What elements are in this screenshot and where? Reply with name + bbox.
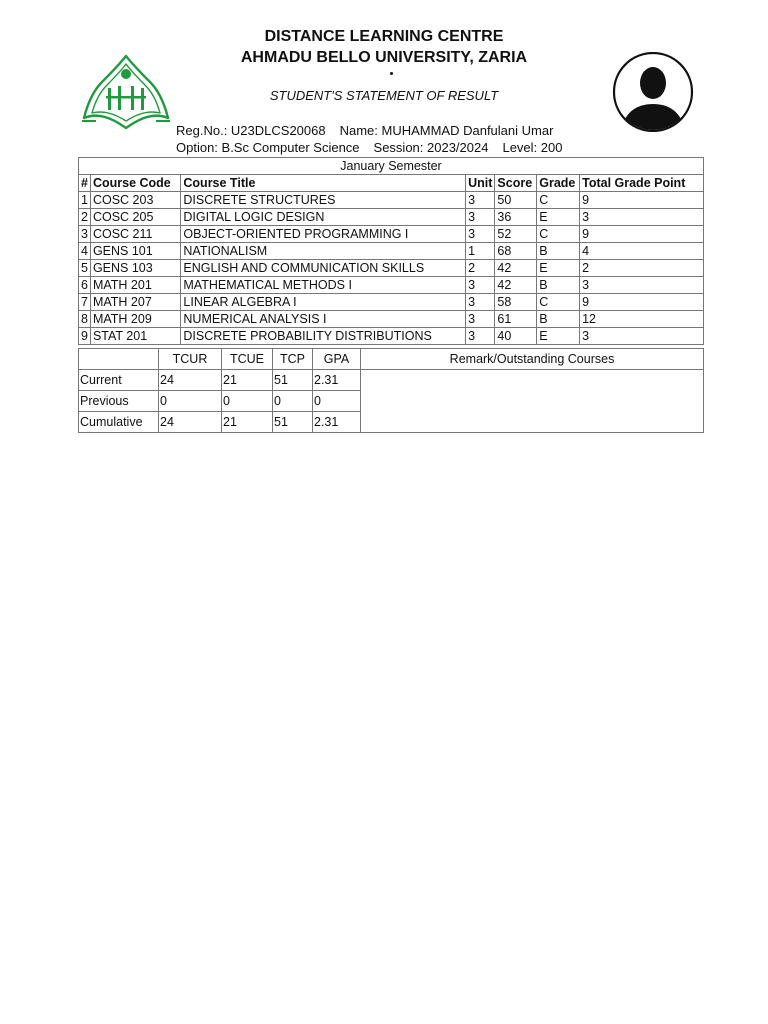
cell-course-code: GENS 101 [90,243,180,260]
student-name: Name: MUHAMMAD Danfulani Umar [339,123,554,138]
cell-course-code: COSC 203 [90,192,180,209]
student-info-line-2 [176,140,576,155]
student-info-line-1 [176,123,567,138]
cell-total-grade-point: 2 [580,260,704,277]
summary-tcur: 0 [159,391,222,412]
cell-grade: C [537,192,580,209]
table-row [79,260,704,277]
cell-number: 9 [79,328,91,345]
table-row [79,226,704,243]
cell-course-title: DISCRETE STRUCTURES [181,192,466,209]
summary-tcp: 0 [273,391,313,412]
summary-row [79,370,704,391]
cell-score: 42 [495,277,537,294]
cell-number: 5 [79,260,91,277]
cell-unit: 3 [466,311,495,328]
cell-score: 40 [495,328,537,345]
summary-tcp: 51 [273,412,313,433]
cell-grade: B [537,311,580,328]
results-header-row [79,175,704,192]
centre-title: DISTANCE LEARNING CENTRE [264,28,504,45]
table-row [79,277,704,294]
results-body [79,192,704,345]
table-row [79,192,704,209]
cell-grade: C [537,294,580,311]
university-title: AHMADU BELLO UNIVERSITY, ZARIA [240,49,528,66]
remarks-heading: Remark/Outstanding Courses [361,349,704,370]
col-header-grade: Grade [537,175,580,192]
semester-heading: January Semester [79,158,704,175]
table-row [79,209,704,226]
summary-label: Cumulative [79,412,159,433]
cell-unit: 1 [466,243,495,260]
summary-table [78,348,704,433]
col-header-course-code: Course Code [90,175,180,192]
cell-course-title: NUMERICAL ANALYSIS I [181,311,466,328]
cell-course-code: MATH 207 [90,294,180,311]
cell-course-title: MATHEMATICAL METHODS I [181,277,466,294]
cell-score: 58 [495,294,537,311]
cell-score: 61 [495,311,537,328]
cell-total-grade-point: 3 [580,328,704,345]
table-row [79,243,704,260]
cell-unit: 3 [466,328,495,345]
summary-gpa: 2.31 [313,412,361,433]
results-table [78,157,704,345]
cell-total-grade-point: 3 [580,209,704,226]
cell-number: 2 [79,209,91,226]
cell-number: 1 [79,192,91,209]
cell-number: 7 [79,294,91,311]
col-header-unit: Unit [466,175,495,192]
cell-number: 6 [79,277,91,294]
summary-tcur: 24 [159,370,222,391]
programme-option: Option: B.Sc Computer Science [176,140,360,155]
cell-grade: E [537,260,580,277]
cell-course-code: MATH 201 [90,277,180,294]
cell-grade: B [537,243,580,260]
summary-corner [79,349,159,370]
cell-course-title: DIGITAL LOGIC DESIGN [181,209,466,226]
col-header-number: # [79,175,91,192]
summary-header-tcp: TCP [273,349,313,370]
remarks-content [361,370,704,433]
document-header [0,0,768,160]
cell-course-title: NATIONALISM [181,243,466,260]
cell-grade: E [537,209,580,226]
cell-score: 50 [495,192,537,209]
summary-header-tcur: TCUR [159,349,222,370]
session: Session: 2023/2024 [373,140,489,155]
cell-course-code: MATH 209 [90,311,180,328]
cell-score: 36 [495,209,537,226]
university-crest-logo [78,52,174,132]
table-row [79,311,704,328]
cell-grade: B [537,277,580,294]
cell-course-code: GENS 103 [90,260,180,277]
cell-score: 52 [495,226,537,243]
level: Level: 200 [502,140,563,155]
cell-course-code: STAT 201 [90,328,180,345]
summary-gpa: 2.31 [313,370,361,391]
table-row [79,328,704,345]
summary-label: Current [79,370,159,391]
separator-dot [390,72,393,75]
col-header-total-grade-point: Total Grade Point [580,175,704,192]
summary-header-gpa: GPA [313,349,361,370]
cell-score: 42 [495,260,537,277]
cell-total-grade-point: 3 [580,277,704,294]
cell-number: 4 [79,243,91,260]
cell-score: 68 [495,243,537,260]
cell-total-grade-point: 9 [580,294,704,311]
cell-total-grade-point: 9 [580,226,704,243]
cell-course-title: DISCRETE PROBABILITY DISTRIBUTIONS [181,328,466,345]
student-photo-placeholder-icon [611,52,695,132]
cell-course-title: ENGLISH AND COMMUNICATION SKILLS [181,260,466,277]
reg-number: Reg.No.: U23DLCS20068 [176,123,326,138]
cell-course-code: COSC 205 [90,209,180,226]
table-row [79,294,704,311]
cell-grade: C [537,226,580,243]
cell-unit: 3 [466,277,495,294]
cell-number: 8 [79,311,91,328]
cell-course-code: COSC 211 [90,226,180,243]
col-header-score: Score [495,175,537,192]
cell-total-grade-point: 12 [580,311,704,328]
summary-header-row [79,349,704,370]
cell-number: 3 [79,226,91,243]
summary-tcur: 24 [159,412,222,433]
summary-tcp: 51 [273,370,313,391]
summary-tcue: 21 [222,412,273,433]
summary-label: Previous [79,391,159,412]
col-header-course-title: Course Title [181,175,466,192]
summary-tcue: 21 [222,370,273,391]
cell-unit: 3 [466,209,495,226]
cell-unit: 3 [466,226,495,243]
cell-unit: 2 [466,260,495,277]
cell-unit: 3 [466,294,495,311]
summary-tcue: 0 [222,391,273,412]
summary-gpa: 0 [313,391,361,412]
cell-unit: 3 [466,192,495,209]
cell-course-title: LINEAR ALGEBRA I [181,294,466,311]
cell-total-grade-point: 9 [580,192,704,209]
cell-total-grade-point: 4 [580,243,704,260]
document-subtitle: STUDENT'S STATEMENT OF RESULT [269,88,499,103]
cell-course-title: OBJECT-ORIENTED PROGRAMMING I [181,226,466,243]
summary-header-tcue: TCUE [222,349,273,370]
cell-grade: E [537,328,580,345]
